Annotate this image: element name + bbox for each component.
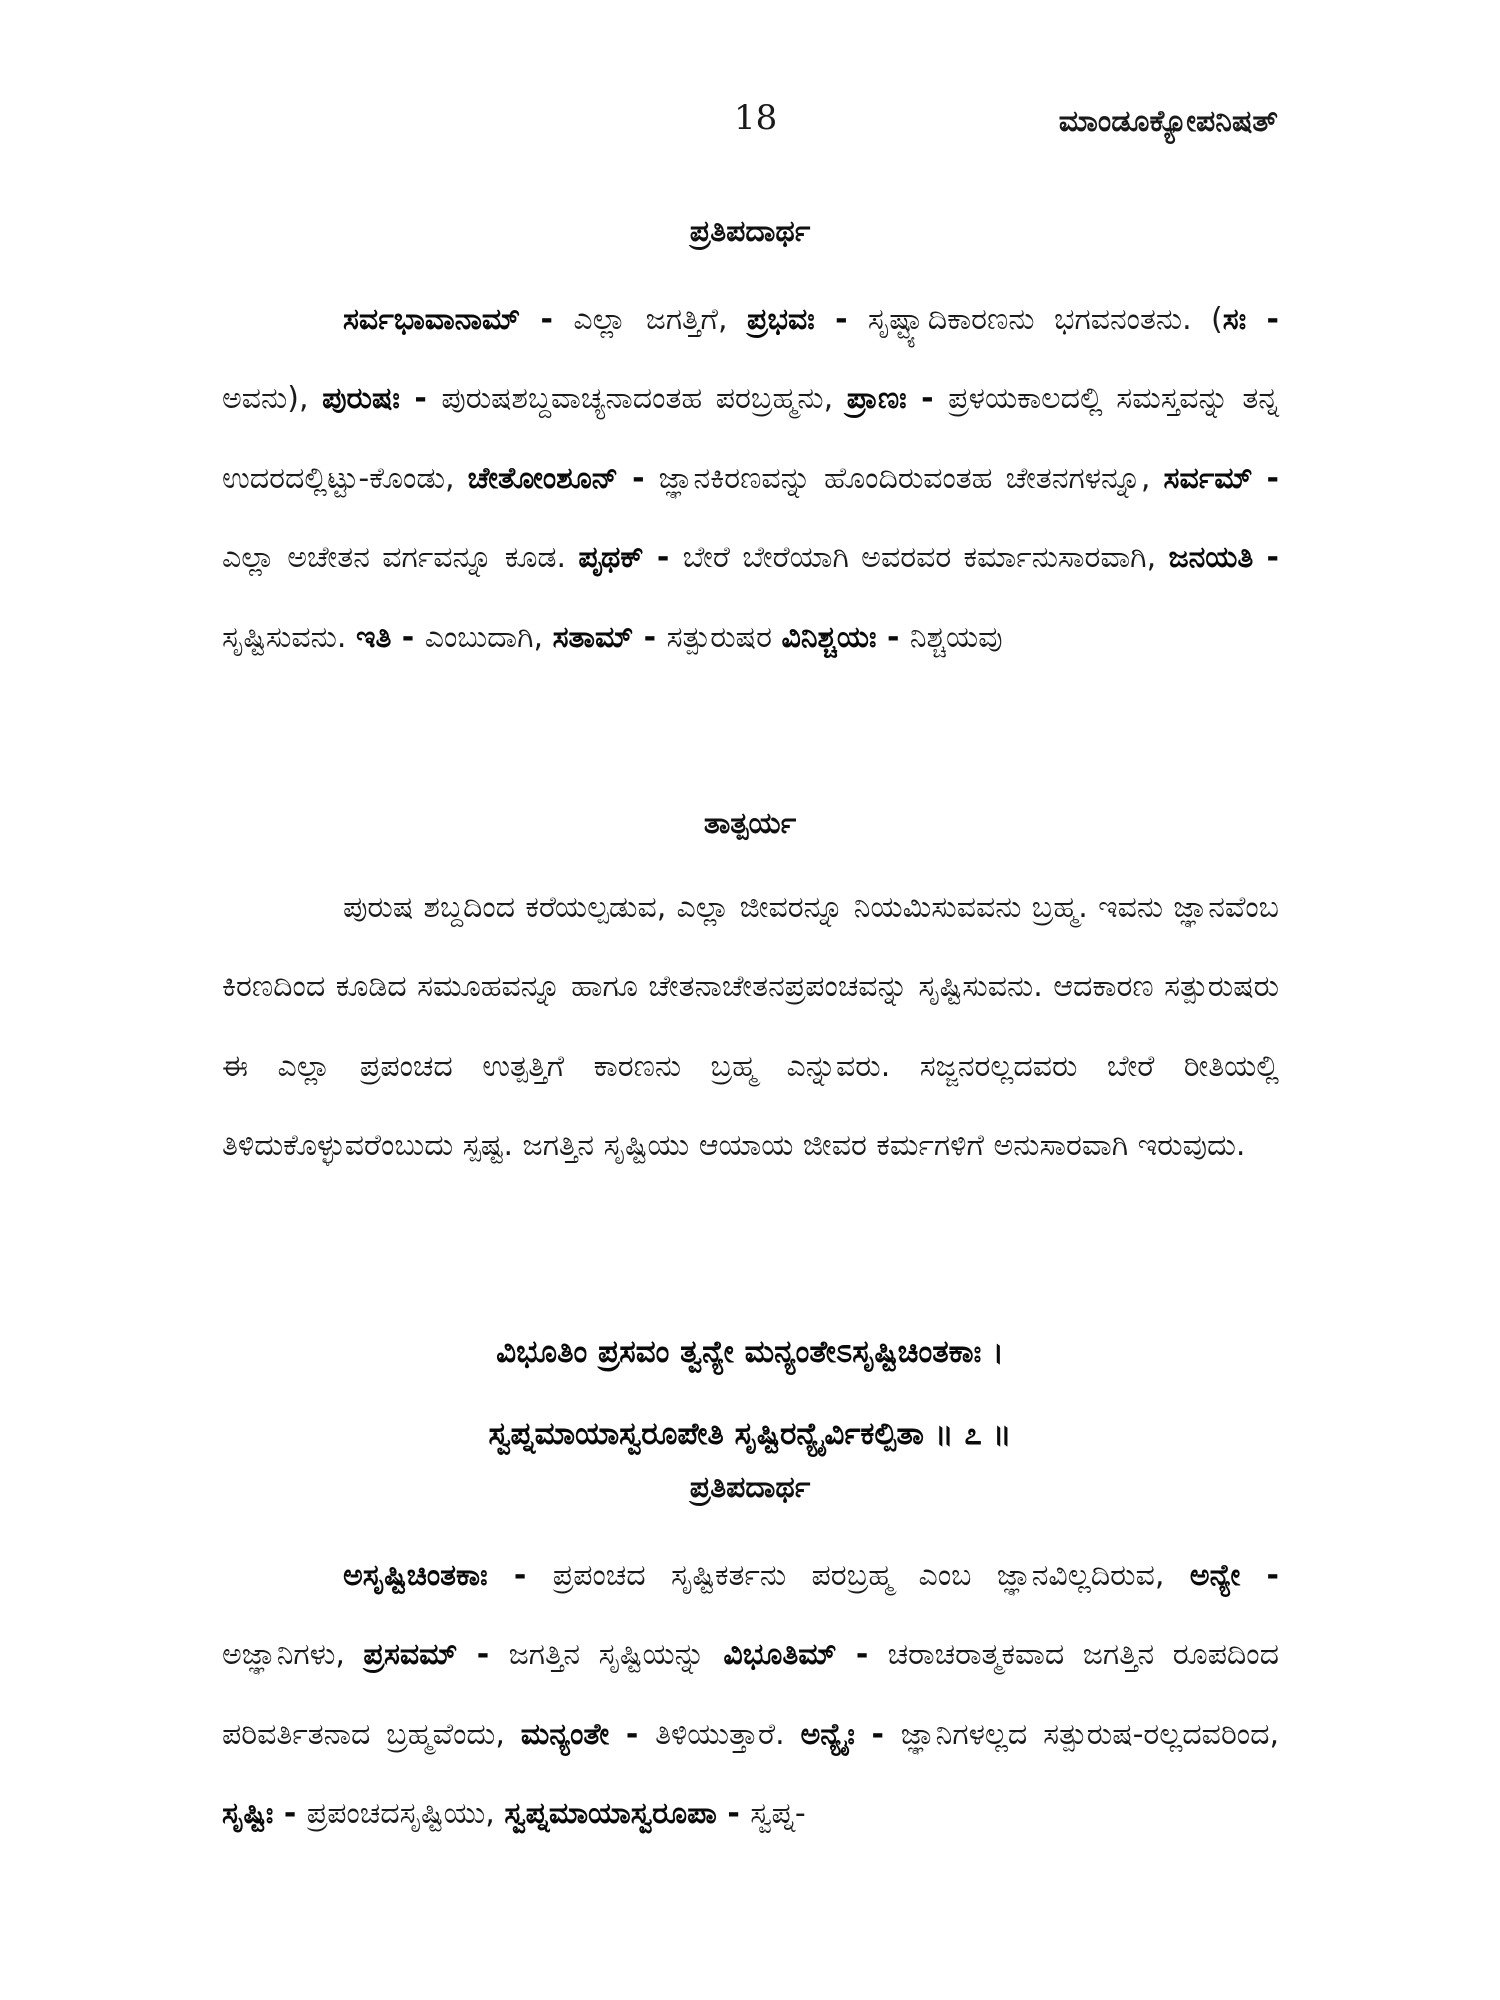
gloss: ಜಗತ್ತಿನ ಸೃಷ್ಟಿಯನ್ನು — [508, 1637, 724, 1673]
term: ಪ್ರಭವಃ - — [746, 302, 868, 337]
gloss: ನಿಶ್ಚಯವು — [909, 619, 1003, 655]
section-heading-meaning-2: ಪ್ರತಿಪದಾರ್ಥ — [689, 1470, 811, 1505]
term: ಸೃಷ್ಟಿಃ - — [222, 1796, 307, 1832]
page-number: 18 — [734, 98, 778, 138]
term: ವಿಭೂತಿಮ್ - — [723, 1637, 888, 1673]
gloss: ಸ್ವಪ್ನ- — [750, 1796, 806, 1832]
term: ವಿನಿಶ್ಚಯಃ - — [781, 619, 910, 655]
term: ಜನಯತಿ - — [1168, 540, 1280, 576]
term: ಸರ್ವಮ್ - — [1163, 460, 1279, 496]
word-meaning-paragraph-1 — [222, 280, 1279, 677]
gloss: ಚರಾಚರಾತ್ಮಕವಾದ ಜಗತ್ತಿನ ರೂಪದಿಂದ ಪರಿವರ್ತಿತನಾದ ಬ್ರಹ್ಮವೆಂದು, — [222, 1637, 1279, 1752]
term: ಪ್ರಾಣಃ - — [846, 381, 949, 417]
gloss: ಪ್ರಳಯಕಾಲದಲ್ಲಿ ಸಮಸ್ತವನ್ನು ತನ್ನ ಉದರದಲ್ಲಿಟ್ಟು-ಕೊಂಡು, — [222, 381, 1279, 496]
term: ಸ್ವಪ್ನಮಾಯಾಸ್ವರೂಪಾ - — [504, 1796, 751, 1832]
gloss: ಪ್ರಪಂಚದ ಸೃಷ್ಟಿಕರ್ತನು ಪರಬ್ರಹ್ಮ ಎಂಬ ಜ್ಞಾನವಿಲ್ಲದಿರುವ, — [552, 1558, 1190, 1593]
gloss: ಪುರುಷ ಶಬ್ದದಿಂದ ಕರೆಯಲ್ಪಡುವ, ಎಲ್ಲಾ ಜೀವರನ್ನೂ ನಿಯಮಿಸುವವನು ಬ್ರಹ್ಮ. ಇವನು ಜ್ಞಾನವೆಂಬ ಕಿರಣದಿಂದ ಕೂಡಿದ ಸಮೂಹವನ್ನೂ ಹಾಗೂ ಚೇತನಾಚೇತನಪ್ರಪಂಚವನ್ನು ಸೃಷ್ಟಿಸುವನು. ಆದಕಾರಣ ಸತ್ಪುರುಷರು ಈ ಎಲ್ಲಾ ಪ್ರಪಂಚದ ಉತ್ಪತ್ತಿಗೆ ಕಾರಣನು ಬ್ರಹ್ಮ ಎನ್ನುವರು. ಸಜ್ಜನರಲ್ಲದವರು ಬೇರೆ ರೀತಿಯಲ್ಲಿ ತಿಳಿದುಕೊಳ್ಳುವರೆಂಬುದು ಸ್ಪಷ್ಟ. ಜಗತ್ತಿನ ಸೃಷ್ಟಿಯು ಆಯಾಯ ಜೀವರ ಕರ್ಮಗಳಿಗೆ ಅನುಸಾರವಾಗಿ ಇರುವುದು. — [222, 890, 1279, 1164]
word-meaning-paragraph-2 — [222, 1536, 1279, 1854]
gloss: ಸೃಷ್ಟ್ಯಾದಿಕಾರಣನು ಭಗವನಂತನು. ( — [867, 302, 1223, 337]
gloss: ಎಲ್ಲಾ ಜಗತ್ತಿಗೆ, — [573, 302, 747, 337]
term: ಪುರುಷಃ - — [322, 381, 442, 417]
running-title: ಮಾಂಡೂಕ್ಯೋಪನಿಷತ್ — [1058, 104, 1278, 139]
term: ಅನ್ಯೇ - — [1189, 1558, 1279, 1593]
section-heading-summary: ತಾತ್ಪರ್ಯ — [703, 806, 797, 841]
term: ಚೇತೋಂಶೂನ್ - — [467, 460, 659, 496]
gloss: ಬೇರೆ ಬೇರೆಯಾಗಿ ಅವರವರ ಕರ್ಮಾನುಸಾರವಾಗಿ, — [682, 540, 1169, 576]
summary-paragraph — [222, 868, 1279, 1186]
term: ಸತಾಮ್ - — [552, 619, 667, 655]
gloss: ತಿಳಿಯುತ್ತಾರೆ. — [655, 1716, 801, 1752]
term: ಪೃಥಕ್ - — [578, 540, 683, 576]
gloss: ಸೃಷ್ಟಿಸುವನು. — [222, 619, 356, 655]
term: ಅಸೃಷ್ಟಿಚಿಂತಕಾಃ - — [343, 1558, 553, 1593]
gloss: ಪ್ರಪಂಚದಸೃಷ್ಟಿಯು, — [306, 1796, 505, 1832]
verse-line-1: ವಿಭೂತಿಂ ಪ್ರಸವಂ ತ್ವನ್ಯೇ ಮನ್ಯಂತೇಽಸೃಷ್ಟಿಚಿಂತಕಾಃ । — [496, 1334, 1004, 1370]
gloss: ಎಂಬುದಾಗಿ, — [424, 619, 553, 655]
gloss: ಜ್ಞಾನಿಗಳಲ್ಲದ ಸತ್ಪುರುಷ-ರಲ್ಲದವರಿಂದ, — [900, 1716, 1279, 1752]
verse-line-2: ಸ್ವಪ್ನಮಾಯಾಸ್ವರೂಪೇತಿ ಸೃಷ್ಟಿರನ್ಯೈರ್ವಿಕಲ್ಪಿತಾ ॥ ೭ ॥ — [488, 1416, 1012, 1452]
gloss: ಅವನು), — [222, 381, 323, 417]
section-heading-meaning-1: ಪ್ರತಿಪದಾರ್ಥ — [689, 214, 811, 249]
verse-block — [0, 1311, 1500, 1475]
term: ಇತಿ - — [355, 619, 425, 655]
term: ಸರ್ವಭಾವಾನಾಮ್ - — [343, 302, 574, 337]
term: ಸಃ - — [1222, 302, 1279, 337]
gloss: ಜ್ಞಾನಕಿರಣವನ್ನು ಹೊಂದಿರುವಂತಹ ಚೇತನಗಳನ್ನೂ, — [658, 460, 1164, 496]
term: ಮನ್ಯಂತೇ - — [520, 1716, 656, 1752]
gloss: ಅಜ್ಞಾನಿಗಳು, — [222, 1637, 364, 1673]
term: ಪ್ರಸವಮ್ - — [363, 1637, 509, 1673]
gloss: ಪುರುಷಶಬ್ದವಾಚ್ಯನಾದಂತಹ ಪರಬ್ರಹ್ಮನು, — [441, 381, 847, 417]
gloss: ಎಲ್ಲಾ ಅಚೇತನ ವರ್ಗವನ್ನೂ ಕೂಡ. — [222, 540, 579, 576]
term: ಅನ್ಯೈಃ - — [800, 1716, 901, 1752]
gloss: ಸತ್ಪುರುಷರ — [666, 619, 782, 655]
